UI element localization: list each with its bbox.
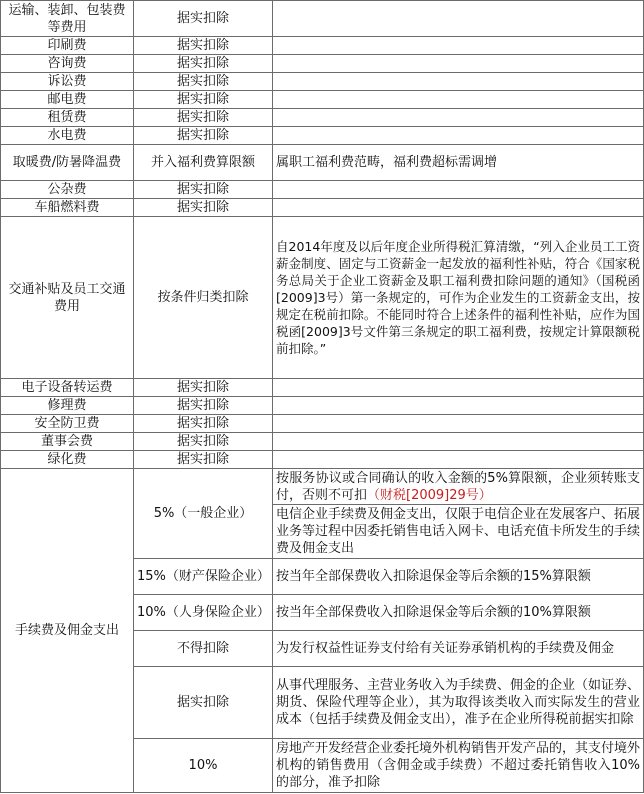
- item-cell: 安全防卫费: [1, 415, 134, 433]
- item-cell: 邮电费: [1, 91, 134, 109]
- treatment-cell: 据实扣除: [134, 109, 273, 127]
- table-row: [1, 217, 644, 379]
- note-cell: [273, 55, 644, 73]
- table-row: [1, 181, 644, 199]
- note-cell: [273, 415, 644, 433]
- note-cell: [273, 469, 644, 505]
- note-cell: 为发行权益性证券支付给有关证券承销机构的手续费及佣金: [273, 631, 644, 667]
- note-cell: 按当年全部保费收入扣除退保金等后余额的10%算限额: [273, 595, 644, 631]
- commission-item-cell: 手续费及佣金支出: [1, 469, 134, 793]
- treatment-cell: 据实扣除: [134, 451, 273, 469]
- item-cell: 印刷费: [1, 37, 134, 55]
- table-row: [1, 109, 644, 127]
- treatment-cell: 10%: [134, 739, 273, 793]
- item-cell: 咨询费: [1, 55, 134, 73]
- treatment-cell: 15%（财产保险企业）: [134, 559, 273, 595]
- table-row: [1, 469, 644, 505]
- treatment-cell: 据实扣除: [134, 667, 273, 739]
- note-cell: [273, 451, 644, 469]
- note-cell: 属职工福利费范畴，福利费超标需调增: [273, 145, 644, 181]
- item-cell: 公杂费: [1, 181, 134, 199]
- regulation-reference: （财税[2009]29号）: [367, 487, 492, 503]
- item-cell: 修理费: [1, 397, 134, 415]
- item-cell: 交通补贴及员工交通费用: [1, 217, 134, 379]
- treatment-cell: 不得扣除: [134, 631, 273, 667]
- note-cell: 电信企业手续费及佣金支出，仅限于电信企业在发展客户、拓展业务等过程中因委托销售电话入网卡、电话充值卡所发生的手续费及佣金支出: [273, 505, 644, 559]
- item-cell: 运输、装卸、包装费等费用: [1, 1, 134, 37]
- treatment-cell: 据实扣除: [134, 199, 273, 217]
- table-row: [1, 415, 644, 433]
- item-cell: 取暖费/防暑降温费: [1, 145, 134, 181]
- table-row: [1, 73, 644, 91]
- note-cell: [273, 37, 644, 55]
- table-row: [1, 433, 644, 451]
- note-cell: [273, 109, 644, 127]
- item-cell: 水电费: [1, 127, 134, 145]
- note-cell: [273, 73, 644, 91]
- note-cell: [273, 1, 644, 37]
- note-cell: [273, 433, 644, 451]
- treatment-cell: 据实扣除: [134, 181, 273, 199]
- table-row: [1, 91, 644, 109]
- item-cell: 车船燃料费: [1, 199, 134, 217]
- treatment-cell: 据实扣除: [134, 127, 273, 145]
- treatment-cell: 5%（一般企业）: [134, 469, 273, 559]
- note-cell: [273, 127, 644, 145]
- item-cell: 诉讼费: [1, 73, 134, 91]
- note-cell: 按当年全部保费收入扣除退保金等后余额的15%算限额: [273, 559, 644, 595]
- treatment-cell: 据实扣除: [134, 91, 273, 109]
- note-cell: [273, 397, 644, 415]
- table-row: [1, 379, 644, 397]
- item-cell: 租赁费: [1, 109, 134, 127]
- note-cell: [273, 181, 644, 199]
- treatment-cell: 据实扣除: [134, 379, 273, 397]
- note-cell: 自2014年度及以后年度企业所得税汇算清缴，“列入企业员工工资薪金制度、固定与工资薪金一起发放的福利性补贴，符合《国家税务总局关于企业工资薪金及职工福利费扣除问题的通知》（国税函[2009]3号）第一条规定的，可作为企业发生的工资薪金支出，按规定在税前扣除。不能同时符合上述条件的福利性补贴，应作为国税函[2009]3号文件第三条规定的职工福利费，按规定计算限额税前扣除。”: [273, 217, 644, 379]
- table-row: [1, 55, 644, 73]
- note-cell: 房地产开发经营企业委托境外机构销售开发产品的，其支付境外机构的销售费用（含佣金或手续费）不超过委托销售收入10%的部分，准予扣除: [273, 739, 644, 793]
- table-row: [1, 37, 644, 55]
- treatment-cell: 10%（人身保险企业）: [134, 595, 273, 631]
- treatment-cell: 据实扣除: [134, 37, 273, 55]
- note-cell: [273, 91, 644, 109]
- treatment-cell: 据实扣除: [134, 55, 273, 73]
- treatment-cell: 并入福利费算限额: [134, 145, 273, 181]
- note-cell: 从事代理服务、主营业务收入为手续费、佣金的企业（如证券、期货、保险代理等企业），其为取得该类收入而实际发生的营业成本（包括手续费及佣金支出），准予在企业所得税前据实扣除: [273, 667, 644, 739]
- note-cell: [273, 379, 644, 397]
- treatment-cell: 据实扣除: [134, 1, 273, 37]
- note-cell: [273, 199, 644, 217]
- item-cell: 电子设备转运费: [1, 379, 134, 397]
- table-row: [1, 127, 644, 145]
- treatment-cell: 据实扣除: [134, 415, 273, 433]
- treatment-cell: 据实扣除: [134, 73, 273, 91]
- table-row: [1, 145, 644, 181]
- treatment-cell: 据实扣除: [134, 433, 273, 451]
- table-row: [1, 1, 644, 37]
- table-row: [1, 199, 644, 217]
- item-cell: 董事会费: [1, 433, 134, 451]
- treatment-cell: 按条件归类扣除: [134, 217, 273, 379]
- treatment-cell: 据实扣除: [134, 397, 273, 415]
- note-text: 按服务协议或合同确认的收入金额的5%算限额，企业须转账支付，否则不可扣: [276, 470, 640, 503]
- table-row: [1, 397, 644, 415]
- item-cell: 绿化费: [1, 451, 134, 469]
- table-row: [1, 451, 644, 469]
